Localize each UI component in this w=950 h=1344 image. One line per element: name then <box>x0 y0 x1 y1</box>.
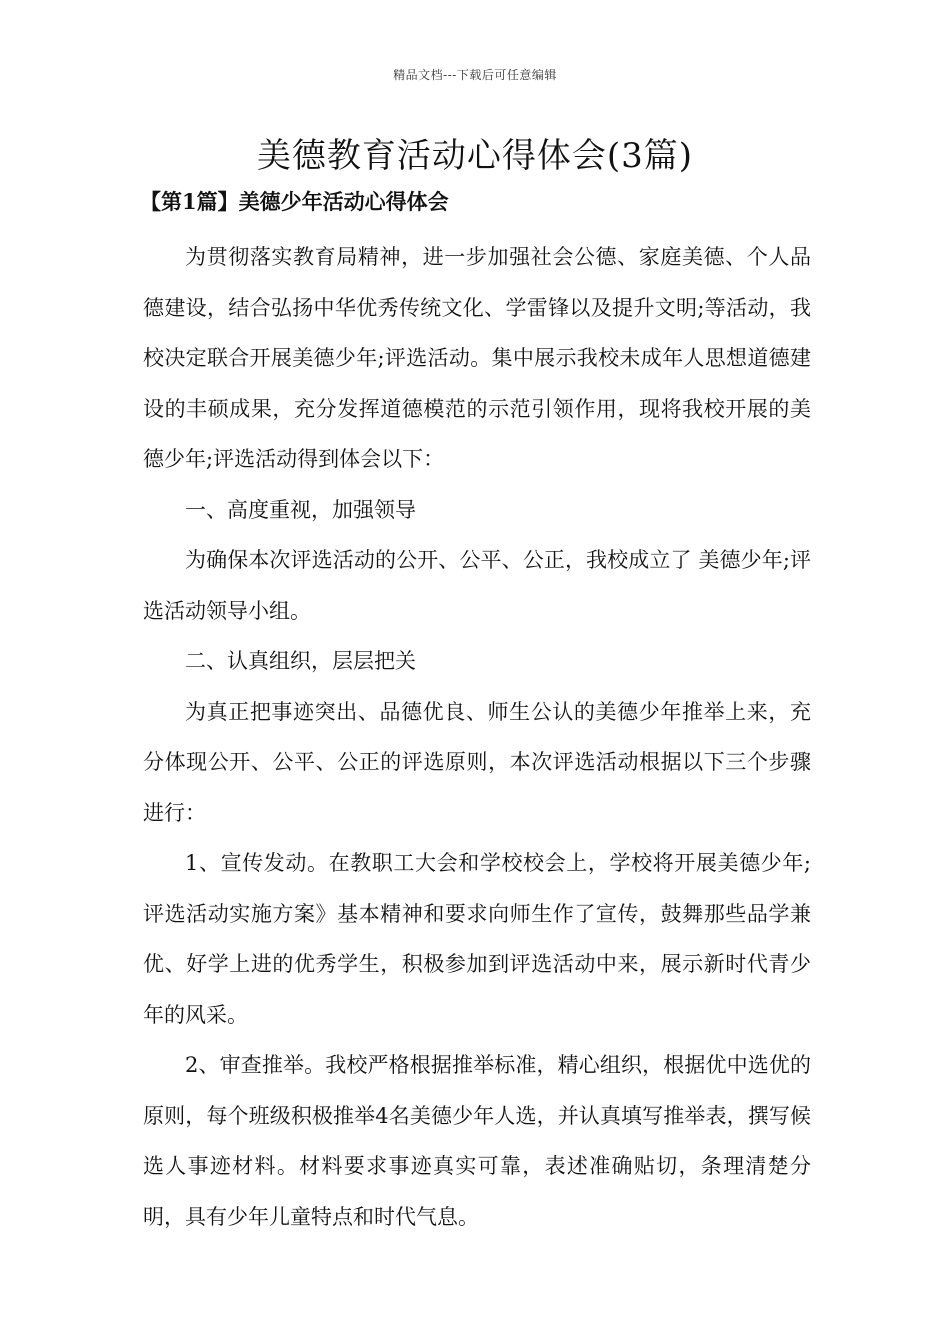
paragraph-heading-2: 二、认真组织，层层把关 <box>185 649 416 673</box>
document-title: 美德教育活动心得体会(3篇) <box>256 136 694 176</box>
paragraph-intro: 为贯彻落实教育局精神，进一步加强社会公德、家庭美德、个人品德建设，结合弘扬中华优秀传统文化、学雷锋以及提升文明;等活动，我校决定联合开展美德少年;评选活动。集中展示我校未成年人思想道德建设的丰硕成果，充分发挥道德模范的示范引领作用，现将我校开展的美德少年;评选活动得到体会以下： <box>143 245 811 471</box>
section-heading: 【第1篇】美德少年活动心得体会 <box>140 189 449 214</box>
paragraph-heading-1: 一、高度重视，加强领导 <box>185 497 416 522</box>
paragraph-step-1: 1、宣传发动。在教职工大会和学校校会上，学校将开展美德少年;评选活动实施方案》基本精神和要求向师生作了宣传，鼓舞那些品学兼优、好学上进的优秀学生，积极参加到评选活动中来，展示新时代青少年的风采。 <box>143 851 811 1027</box>
document-body <box>143 232 811 1242</box>
paragraph-step-2: 2、审查推举。我校严格根据推举标准，精心组织，根据优中选优的原则，每个班级积极推举4名美德少年人选，并认真填写推举表，撰写候选人事迹材料。材料要求事迹真实可靠，表述准确贴切，条理清楚分明，具有少年儿童特点和时代气息。 <box>143 1053 811 1229</box>
header-note: 精品文档---下载后可任意编辑 <box>393 68 557 82</box>
paragraph-organization: 为真正把事迹突出、品德优良、师生公认的美德少年推举上来，充分体现公开、公平、公正的评选原则，本次评选活动根据以下三个步骤进行： <box>143 699 811 825</box>
paragraph-leadership: 为确保本次评选活动的公开、公平、公正，我校成立了 美德少年;评选活动领导小组。 <box>143 548 811 623</box>
